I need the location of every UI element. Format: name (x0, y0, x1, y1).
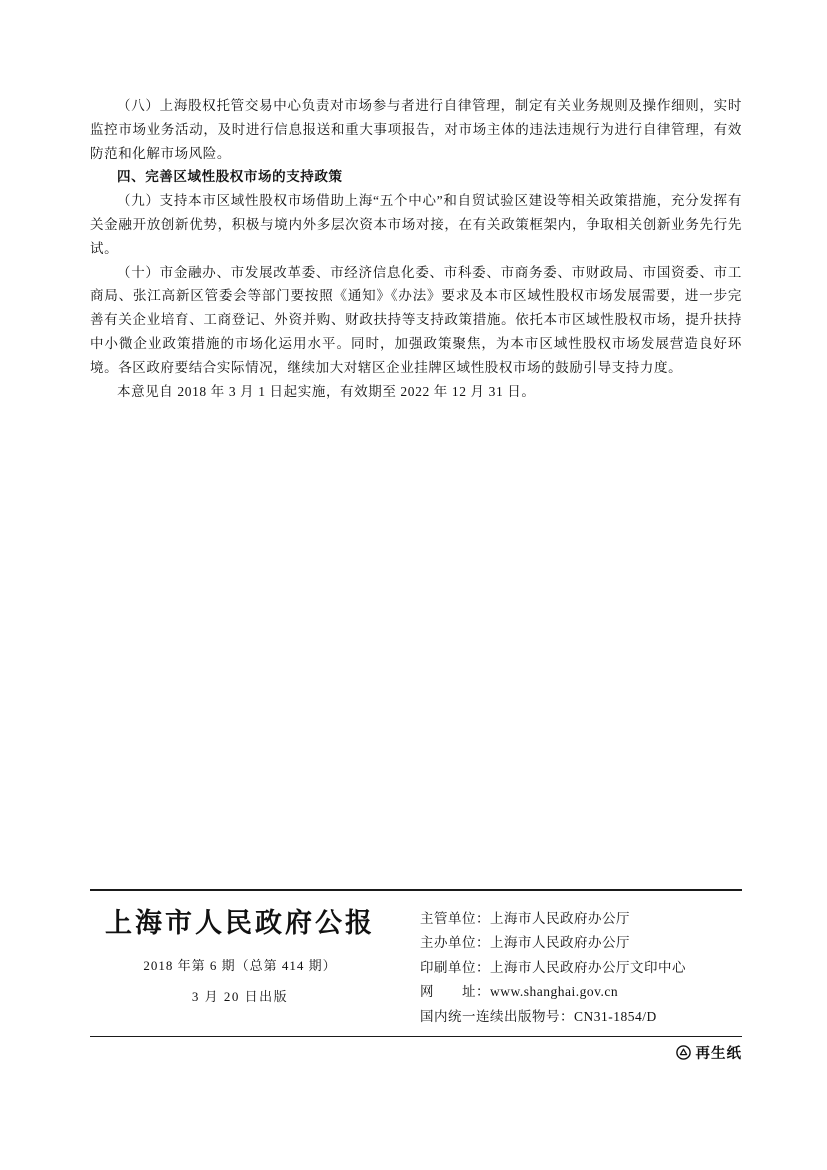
recycled-paper-mark (676, 1042, 743, 1063)
publication-number-line: 国内统一连续出版物号：CN31-1854/D (420, 1008, 657, 1024)
supervisor-unit-line: 主管单位：上海市人民政府办公厅 (420, 911, 630, 926)
gazette-masthead (95, 906, 385, 1005)
section-heading-4: 四、完善区域性股权市场的支持政策 (117, 169, 343, 185)
paragraph-8: （八）上海股权托管交易中心负责对市场参与者进行自律管理，制定有关业务规则及操作细则，实时监控市场业务活动，及时进行信息报送和重大事项报告，对市场主体的违法违规行为进行自律管理，有效防范和化解市场风险。 (90, 98, 742, 161)
organizer-unit-line: 主办单位：上海市人民政府办公厅 (420, 935, 630, 951)
publish-date: 3 月 20 日出版 (191, 989, 289, 1004)
recycle-icon (676, 1045, 691, 1060)
website-line: 网 址：www.shanghai.gov.cn (420, 984, 619, 1000)
issue-number: 2018 年第 6 期（总第 414 期） (143, 958, 337, 973)
printer-unit-line: 印刷单位：上海市人民政府办公厅文印中心 (420, 959, 686, 975)
gazette-title: 上海市人民政府公报 (105, 908, 375, 938)
footer-divider-bottom (90, 1036, 742, 1037)
recycled-paper-label: 再生纸 (695, 1046, 742, 1062)
paragraph-10: （十）市金融办、市发展改革委、市经济信息化委、市科委、市商务委、市财政局、市国资委、市工商局、张江高新区管委会等部门要按照《通知》《办法》要求及本市区域性股权市场发展需要，进一步完善有关企业培育、工商登记、外资并购、财政扶持等支持政策措施。依托本市区域性股权市场，提升扶持中小微企业政策措施的市场化运用水平。同时，加强政策聚焦，为本市区域性股权市场发展营造良好环境。各区政府要结合实际情况，继续加大对辖区企业挂牌区域性股权市场的鼓励引导支持力度。 (90, 264, 742, 375)
footer-divider-top (90, 889, 742, 891)
publisher-info (420, 907, 742, 1029)
effective-date-note: 本意见自 2018 年 3 月 1 日起实施，有效期至 2022 年 12 月 31 日。 (117, 383, 536, 399)
paragraph-9: （九）支持本市区域性股权市场借助上海“五个中心”和自贸试验区建设等相关政策措施，充分发挥有关金融开放创新优势，积极与境内外多层次资本市场对接，在有关政策框架内，争取相关创新业务先行先试。 (90, 193, 742, 256)
document-body (90, 94, 742, 403)
